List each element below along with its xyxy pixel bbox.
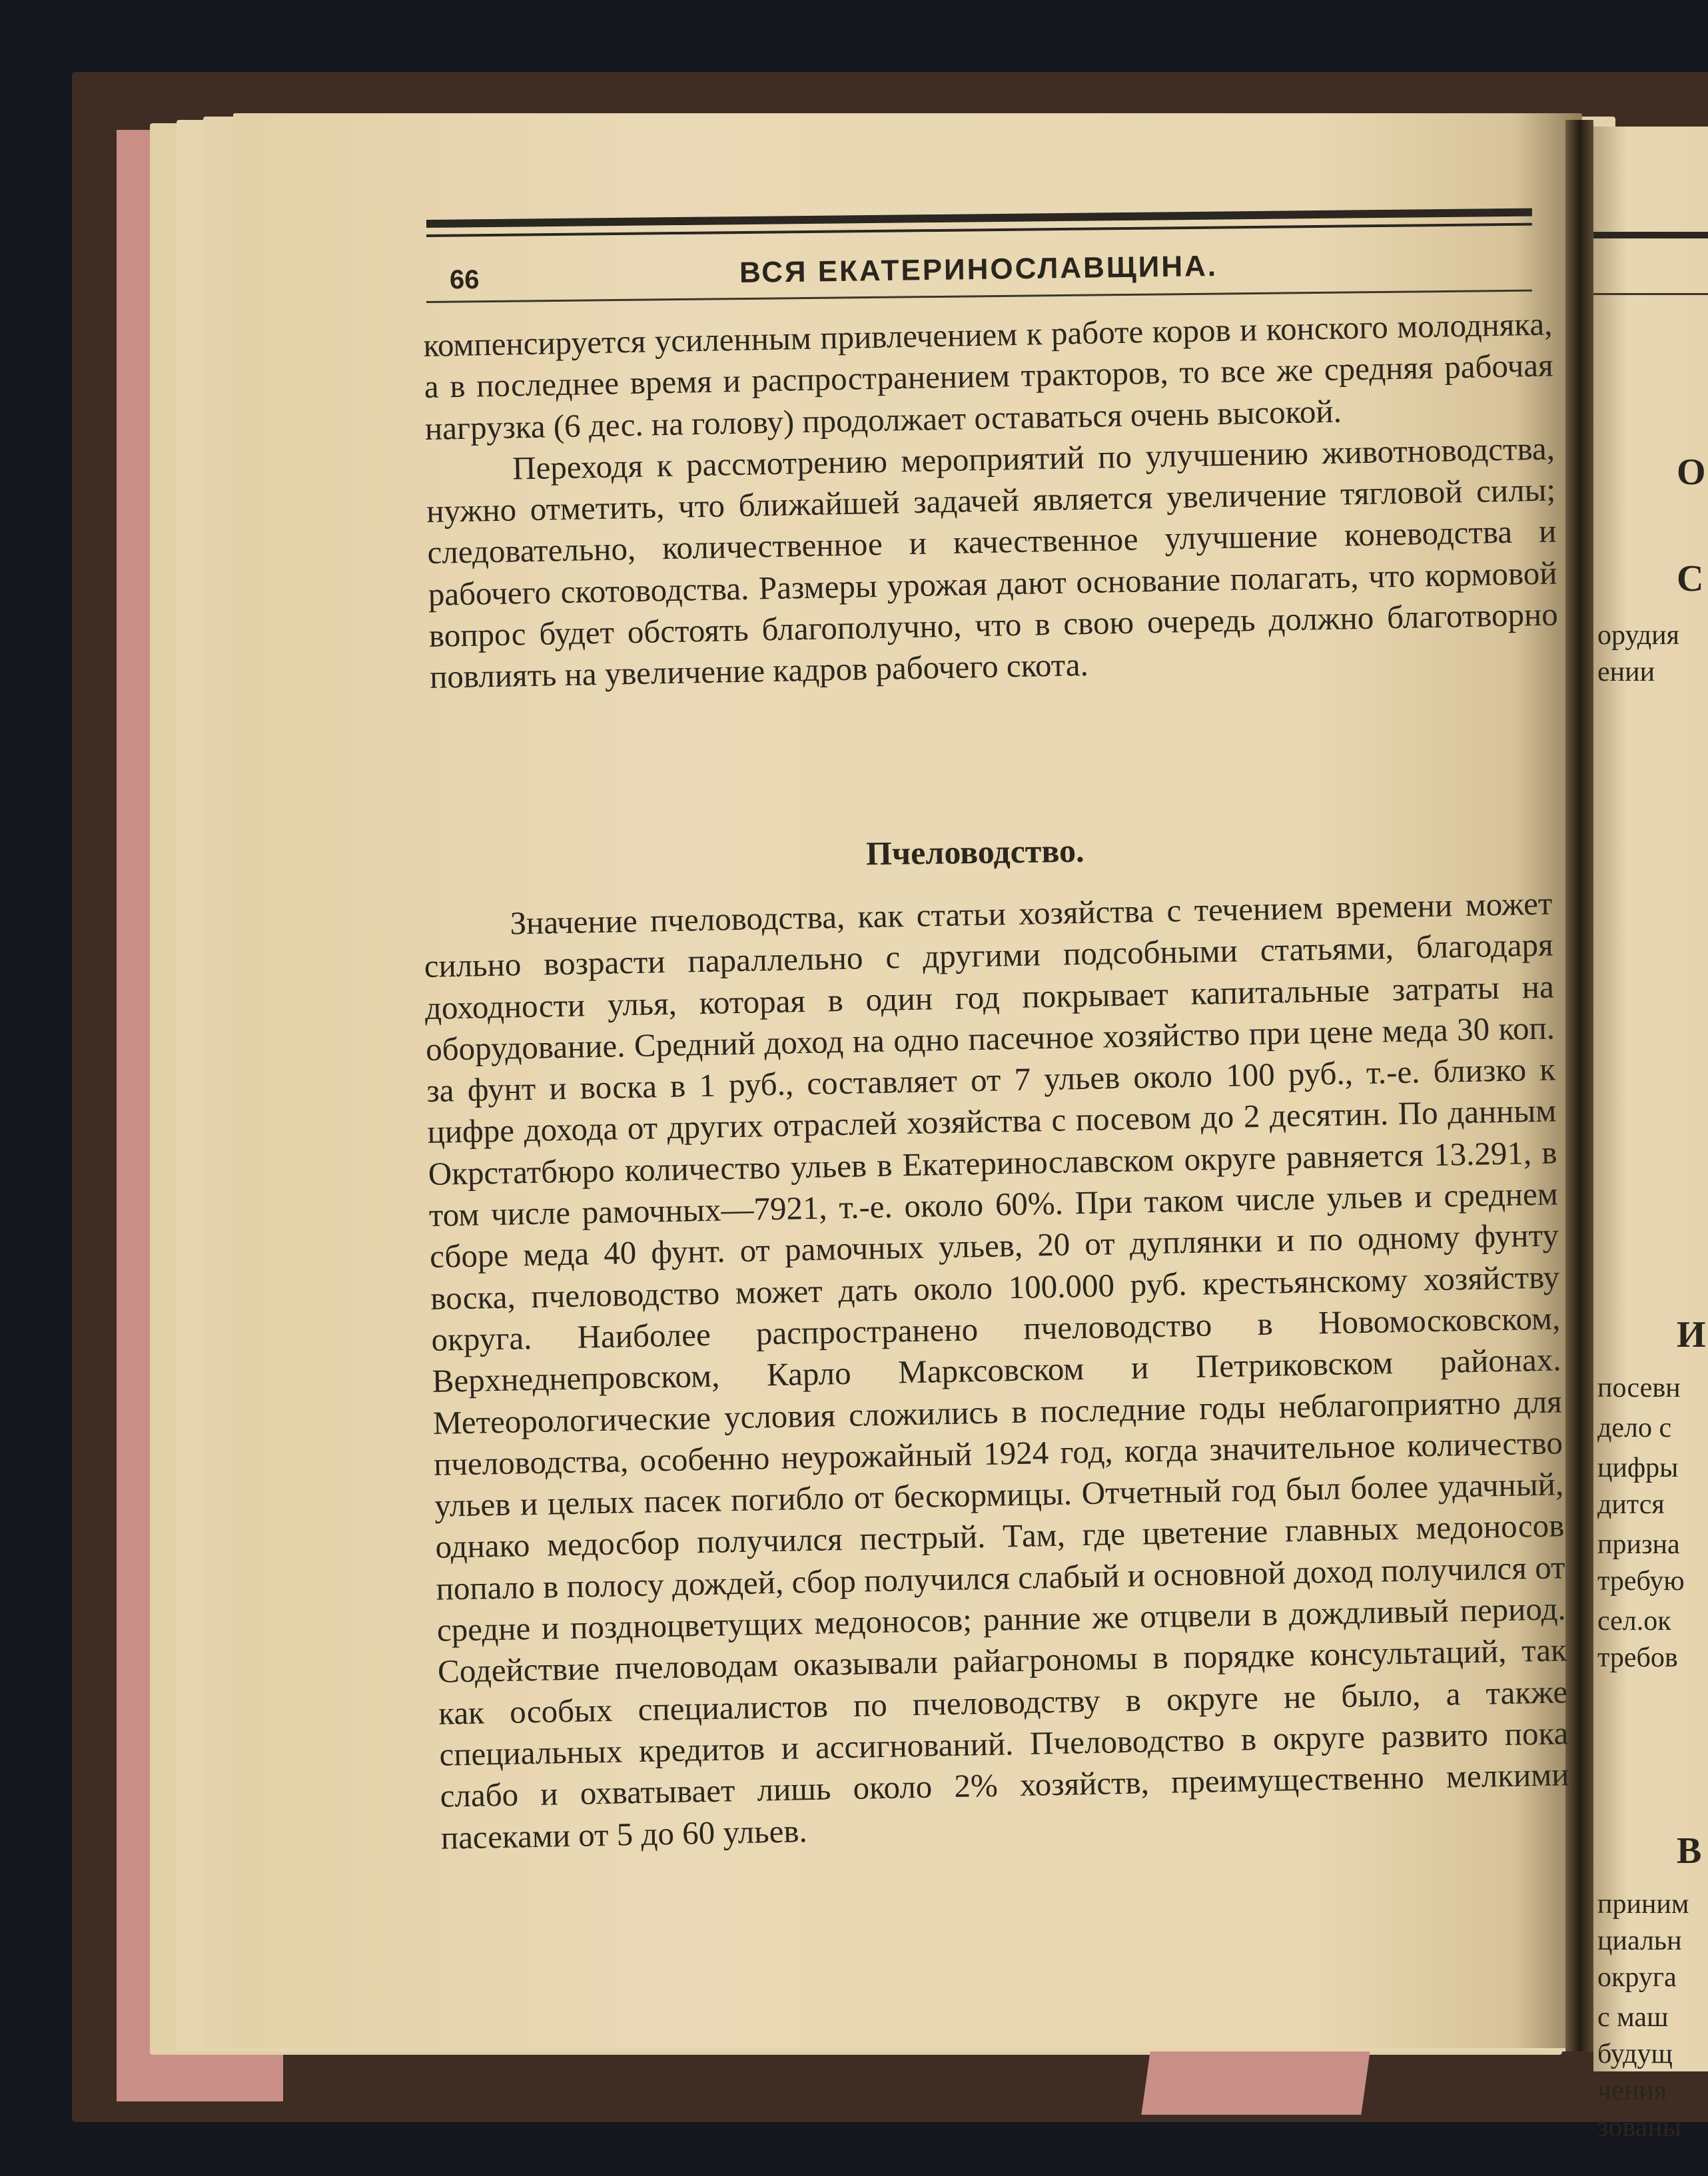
page-number: 66 [450,265,480,294]
facing-fragment: призна [1597,1529,1680,1560]
facing-header-rule [1593,232,1708,238]
facing-page [1593,127,1708,2143]
facing-fragment: В [1677,1830,1702,1872]
facing-fragment: цифры [1597,1453,1679,1483]
facing-fragment: посевн [1597,1373,1681,1403]
paragraph: Переходя к рассмотрению мероприятий по улучшению животноводства, нужно отметить, что ближайшей задачей является увеличение тягловой силы; следовательно, количественное и качественное улучшение коневодства и рабочего скотоводства. Размеры урожая дают основание полагать, что кормовой вопрос будет обстоять благополучно, что в свою очередь должно благотворно повлиять на увеличение кадров рабочего скота. [426,430,1559,696]
facing-fragment: дело с [1597,1413,1672,1443]
facing-fragment: с маш [1597,2002,1669,2033]
facing-fragment: чения [1597,2075,1667,2106]
facing-fragment: сел.ок [1597,1606,1671,1636]
facing-fragment: С [1677,558,1704,599]
facing-fragment: будущ [1597,2039,1673,2069]
facing-fragment: О [1677,452,1706,493]
facing-header-rule-thin [1593,293,1708,295]
facing-fragment: приним [1597,1889,1689,1920]
facing-fragment: дится [1597,1489,1665,1520]
facing-fragment: циальн [1597,1926,1682,1956]
section-heading: Пчеловодство. [865,831,1084,873]
facing-fragment: требов [1597,1642,1678,1673]
body-text-beekeeping [423,883,1570,1858]
facing-fragment: зованы [1597,2112,1681,2143]
paragraph: Значение пчеловодства, как статьи хозяйства с течением времени может сильно возрасти параллельно с другими подсобными статьями, благодаря доходности улья, которая в один год покрывает капитальные затраты на оборудование. Средний доход на одно пасечное хозяйство при цене меда 30 коп. за фунт и воска в 1 руб., составляет от 7 ульев около 100 руб., т.-е. близко к цифре дохода от других отраслей хозяйства с посевом до 2 десятин. По данным Окрстатбюро количество ульев в Екатеринославском округе равняется 13.291, в том числе рамочных—7921, т.-е. около 60%. При таком числе ульев и среднем сборе меда 40 фунт. от рамочных ульев, 20 от дуплянки и по одному фунту воска, пчеловодство может дать около 100.000 руб. крестьянскому хозяйству округа. Наиболее распространено пчеловодство в Новомосковском, Верхнеднепровском, Карло Марксовском и Петриковском районах. Метеорологические условия сложились в последние годы неблагоприятно для пчеловодства, особенно неурожайный 1924 год, когда значительное количество ульев и целых пасек погибло от бескормицы. Отчетный год был более удачный, однако медосбор получился пестрый. Там, где цветение главных медоносов попало в полосу дождей, сбор получился слабый и основной доход получился от средне и поздноцветущих медоносов; ранние же отцвели в дождливый период. Содействие пчеловодам оказывали райагрономы в порядке консультаций, так как особых специалистов по пчеловодству в округе не было, а также специальных кредитов и ассигнований. Пчеловодство в округе развито пока слабо и охватывает лишь около 2% хозяйств, преимущественно мелкими пасеками от 5 до 60 ульев. [424,885,1569,1856]
pink-bookmark-edge [1141,2051,1370,2115]
facing-fragment: ении [1597,657,1655,687]
facing-fragment: И [1677,1314,1706,1355]
facing-fragment: округа [1597,1962,1677,1993]
paragraph: компенсируется усиленным привлечением к работе коров и конского молодняка, а в последнее время и распространением тракторов, то все же средняя рабочая нагрузка (6 дес. на голову) продолжает оставаться очень высокой. [423,305,1553,447]
book-gutter [1565,120,1593,2051]
running-title: ВСЯ ЕКАТЕРИНОСЛАВЩИНА. [739,249,1218,290]
facing-fragment: требую [1597,1566,1685,1597]
body-text-top [423,303,1559,698]
facing-fragment: орудия [1597,620,1679,651]
